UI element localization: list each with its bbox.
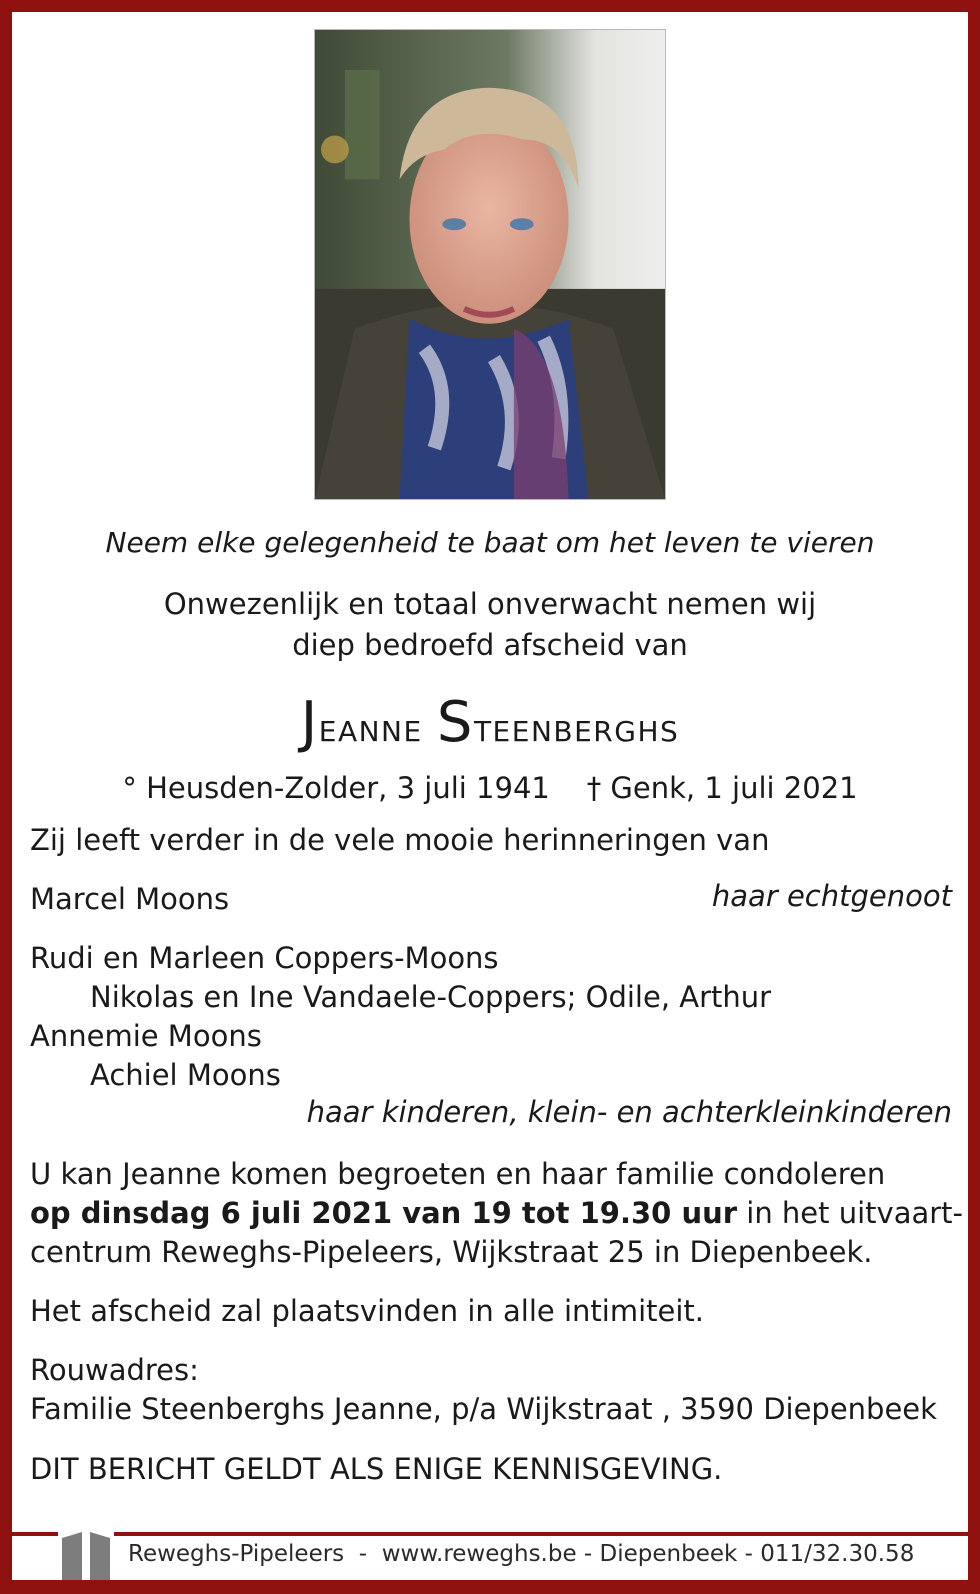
visitation-line-3: centrum Reweghs-Pipeleers, Wijkstraat 25 in Diepenbeek.	[30, 1235, 873, 1269]
footer-rule	[12, 1532, 968, 1536]
family-role: haar kinderen, klein- en achterkleinkinderen	[306, 1095, 952, 1129]
address-value: Familie Steenberghs Jeanne, p/a Wijkstraat , 3590 Diepenbeek	[30, 1392, 937, 1426]
deceased-name: Jeanne Steenberghs	[300, 690, 680, 755]
memories-intro: Zij leeft verder in de vele mooie herinneringen van	[30, 823, 770, 857]
birth-death-dates	[0, 771, 980, 805]
intro-line-2: diep bedroefd afscheid van	[292, 628, 688, 662]
notice-text: DIT BERICHT GELDT ALS ENIGE KENNISGEVING.	[30, 1452, 723, 1486]
funeral-home-logo-icon	[58, 1528, 114, 1580]
quote: Neem elke gelegenheid te baat om het leven te vieren	[105, 526, 875, 559]
spouse-role: haar echtgenoot	[711, 879, 952, 913]
footer-contact: Reweghs-Pipeleers - www.reweghs.be - Diepenbeek - 011/32.30.58	[128, 1541, 915, 1567]
portrait-photo	[314, 29, 666, 500]
death-date: † Genk, 1 juli 2021	[586, 771, 858, 805]
family-member: Nikolas en Ine Vandaele-Coppers; Odile, Arthur	[90, 980, 772, 1014]
visitation-line-2: op dinsdag 6 juli 2021 van 19 tot 19.30 uur in het uitvaart-	[30, 1196, 964, 1230]
spouse-name: Marcel Moons	[30, 882, 230, 916]
visitation-line-1: U kan Jeanne komen begroeten en haar familie condoleren	[30, 1157, 886, 1191]
family-member: Achiel Moons	[90, 1058, 281, 1092]
intro-line-1: Onwezenlijk en totaal onverwacht nemen wij	[163, 587, 817, 621]
birth-date: ° Heusden-Zolder, 3 juli 1941	[122, 771, 550, 805]
address-label: Rouwadres:	[30, 1353, 199, 1387]
family-member: Rudi en Marleen Coppers-Moons	[30, 941, 499, 975]
intro-text	[0, 584, 980, 666]
farewell-text: Het afscheid zal plaatsvinden in alle intimiteit.	[30, 1294, 705, 1328]
family-member: Annemie Moons	[30, 1019, 262, 1053]
